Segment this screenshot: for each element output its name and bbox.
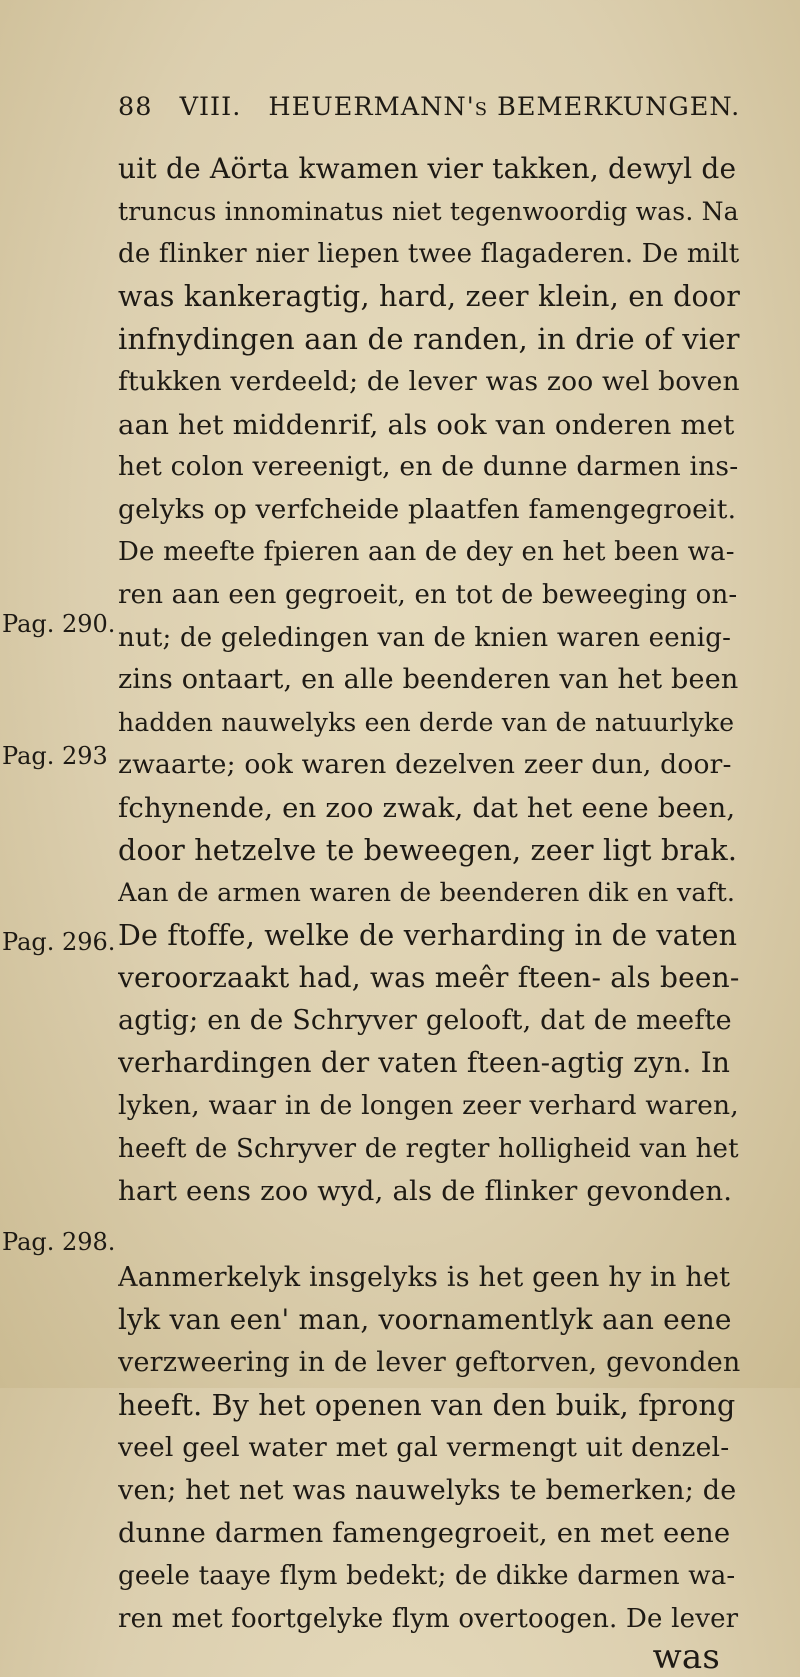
text-line: Aanmerkelyk insgelyks is het geen hy in het: [118, 1261, 731, 1293]
margin-note-pag-298: Pag. 298.: [2, 1228, 116, 1256]
text-line: De meefte fpieren aan de dey en het been wa-: [118, 537, 735, 568]
text-line: ren met foortgelyke flym overtoogen. De lever: [118, 1603, 739, 1634]
text-line: ven; het net was nauwelyks te bemerken; de: [118, 1474, 737, 1506]
running-head: [118, 92, 758, 122]
chapter-number: VIII.: [179, 92, 242, 122]
margin-note-pag-290: Pag. 290.: [2, 610, 116, 638]
text-line: lyk van een' man, voornamentlyk aan eene: [118, 1303, 732, 1337]
text-line: ren aan een gegroeit, en tot de beweeging on-: [118, 579, 738, 610]
body-text: [118, 148, 740, 1677]
text-line: Aan de armen waren de beenderen dik en vaft.: [118, 878, 736, 909]
text-line: het colon vereenigt, en de dunne darmen ins-: [118, 451, 739, 483]
page-number: 88: [118, 92, 153, 122]
text-line: zins ontaart, en alle beenderen van het been: [118, 664, 739, 696]
text-line: De ftoffe, welke de verharding in de vaten: [118, 918, 738, 952]
text-line: de flinker nier liepen twee flagaderen. De milt: [118, 239, 740, 270]
chapter-title: HEUERMANN's BEMERKUNGEN.: [268, 92, 741, 122]
text-line: verhardingen der vaten fteen-agtig zyn. In: [118, 1046, 731, 1080]
text-line: dunne darmen famengegroeit, en met eene: [118, 1517, 731, 1550]
text-line: veel geel water met gal vermengt uit denzel-: [118, 1432, 730, 1464]
text-line: door hetzelve te beweegen, zeer ligt brak.: [118, 833, 738, 867]
text-line: zwaarte; ook waren dezelven zeer dun, door-: [118, 749, 732, 781]
text-line: nut; de geledingen van de knien waren eenig-: [118, 622, 732, 653]
text-line: was kankeragtig, hard, zeer klein, en door: [118, 279, 740, 313]
text-line: heeft de Schryver de regter holligheid van het: [118, 1133, 739, 1164]
text-line: heeft. By het openen van den buik, fprong: [118, 1388, 736, 1422]
text-line: uit de Aörta kwamen vier takken, dewyl de: [118, 152, 737, 185]
margin-note-pag-296: Pag. 296.: [2, 928, 116, 956]
text-line: gelyks op verfcheide plaatfen famengegroeit.: [118, 493, 737, 525]
text-line: hadden nauwelyks een derde van de natuurlyke: [118, 707, 735, 737]
text-line: aan het middenrif, als ook van onderen met: [118, 408, 735, 441]
text-line: verzweering in de lever geftorven, gevonden: [118, 1347, 740, 1379]
text-line: geele taaye flym bedekt; de dikke darmen wa-: [118, 1561, 736, 1591]
text-line: lyken, waar in de longen zeer verhard waren,: [118, 1090, 739, 1122]
catchword: was: [652, 1637, 720, 1677]
text-line: veroorzaakt had, was meêr fteen- als been-: [118, 961, 740, 995]
text-line: ftukken verdeeld; de lever was zoo wel boven: [118, 365, 740, 397]
text-line: fchynende, en zoo zwak, dat het eene been,: [118, 791, 736, 824]
text-line: agtig; en de Schryver gelooft, dat de meefte: [118, 1004, 732, 1036]
margin-note-pag-293: Pag. 293: [2, 742, 108, 770]
text-line: infnydingen aan de randen, in drie of vier: [118, 322, 740, 357]
text-line: truncus innominatus niet tegenwoordig was. Na: [118, 196, 739, 226]
text-line: hart eens zoo wyd, als de flinker gevonden.: [118, 1175, 733, 1208]
